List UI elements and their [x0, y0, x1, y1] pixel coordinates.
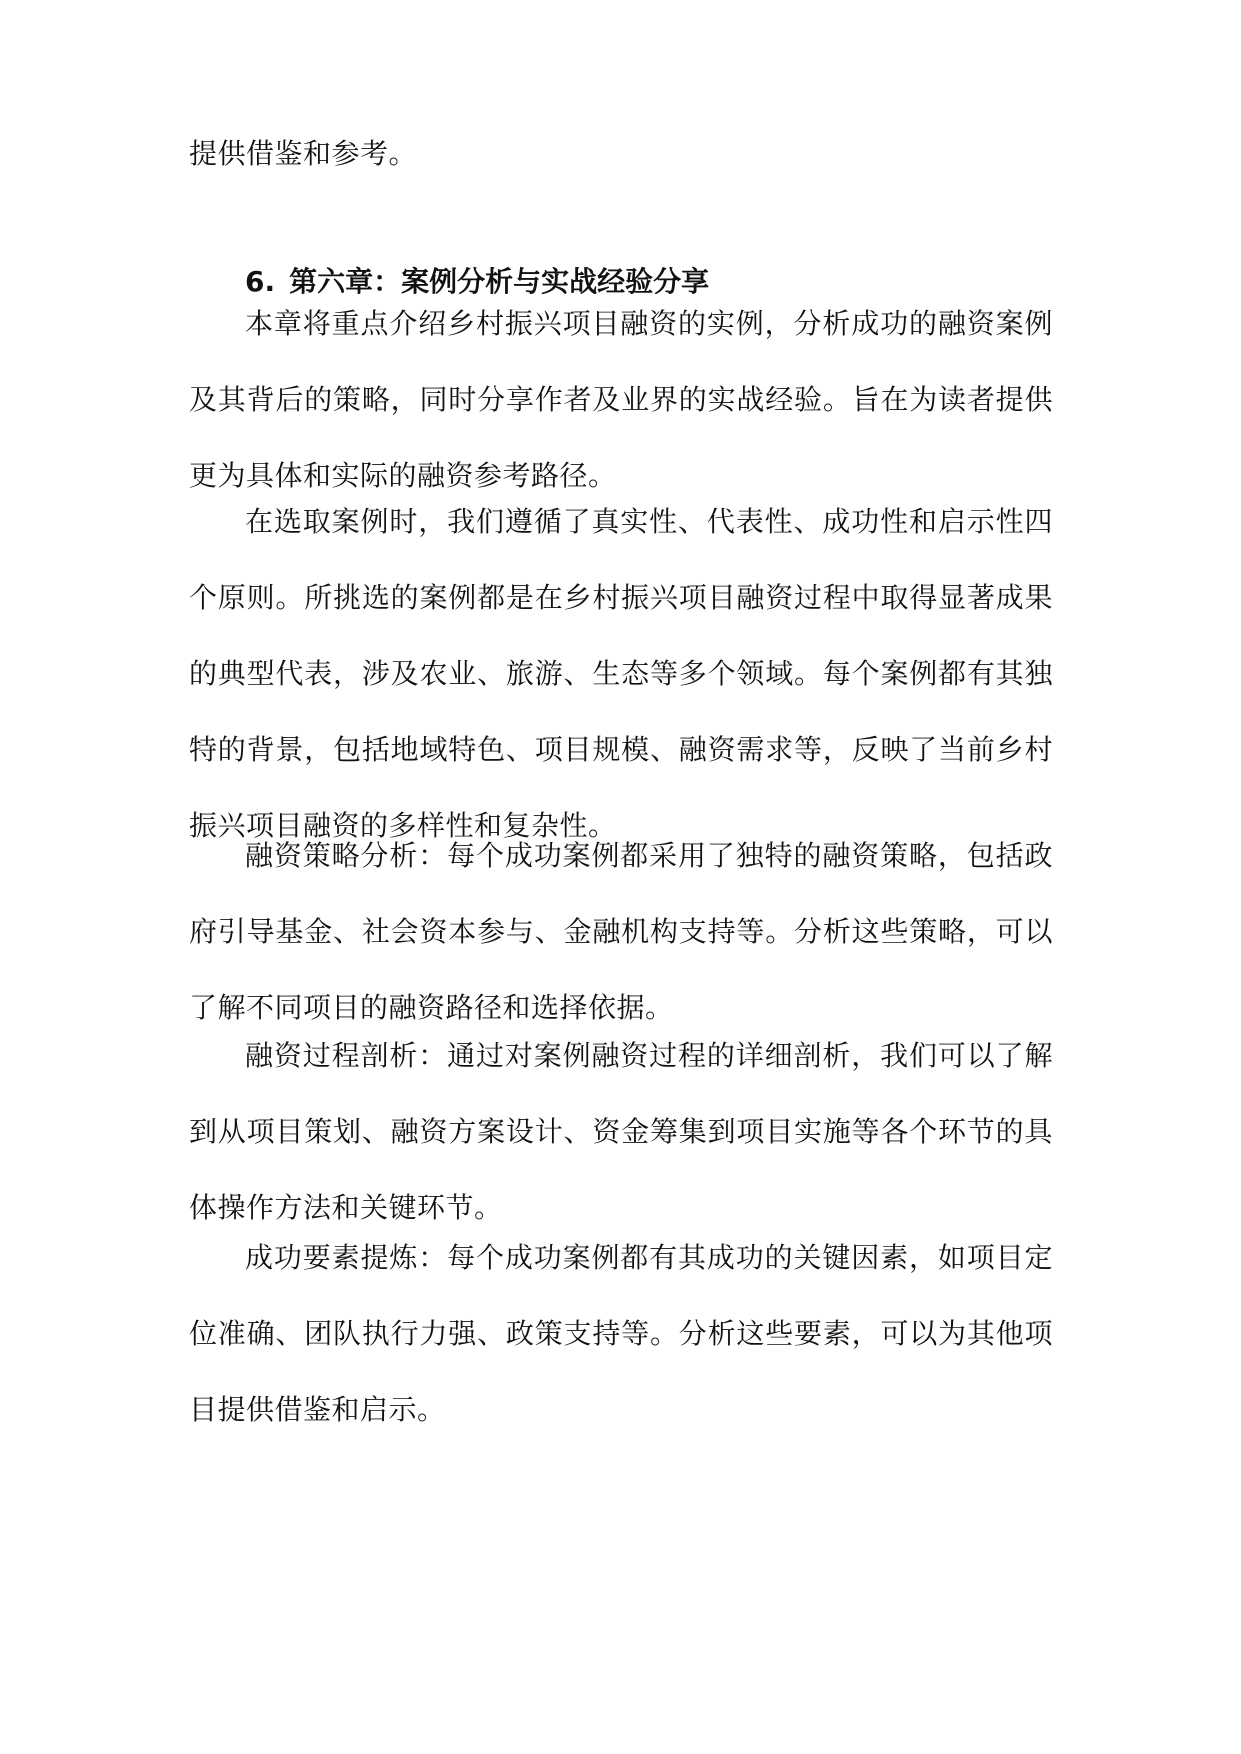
document-page — [189, 0, 1053, 1754]
paragraph-strategy-analysis: 融资策略分析：每个成功案例都采用了独特的融资策略，包括政府引导基金、社会资本参与、金融机构支持等。分析这些策略，可以了解不同项目的融资路径和选择依据。 — [189, 839, 1053, 1024]
paragraph-case-selection: 在选取案例时，我们遵循了真实性、代表性、成功性和启示性四个原则。所挑选的案例都是在乡村振兴项目融资过程中取得显著成果的典型代表，涉及农业、旅游、生态等多个领域。每个案例都有其独特的背景，包括地域特色、项目规模、融资需求等，反映了当前乡村振兴项目融资的多样性和复杂性。 — [189, 505, 1053, 842]
continuation-text: 提供借鉴和参考。 — [189, 137, 418, 170]
paragraph-process-analysis: 融资过程剖析：通过对案例融资过程的详细剖析，我们可以了解到从项目策划、融资方案设计、资金筹集到项目实施等各个环节的具体操作方法和关键环节。 — [189, 1039, 1053, 1224]
chapter-title: 第六章：案例分析与实战经验分享 — [289, 265, 710, 298]
chapter-number: 6. — [245, 265, 276, 298]
paragraph-intro: 本章将重点介绍乡村振兴项目融资的实例，分析成功的融资案例及其背后的策略，同时分享作者及业界的实战经验。旨在为读者提供更为具体和实际的融资参考路径。 — [189, 307, 1053, 492]
paragraph-success-factors: 成功要素提炼：每个成功案例都有其成功的关键因素，如项目定位准确、团队执行力强、政策支持等。分析这些要素，可以为其他项目提供借鉴和启示。 — [189, 1241, 1053, 1426]
